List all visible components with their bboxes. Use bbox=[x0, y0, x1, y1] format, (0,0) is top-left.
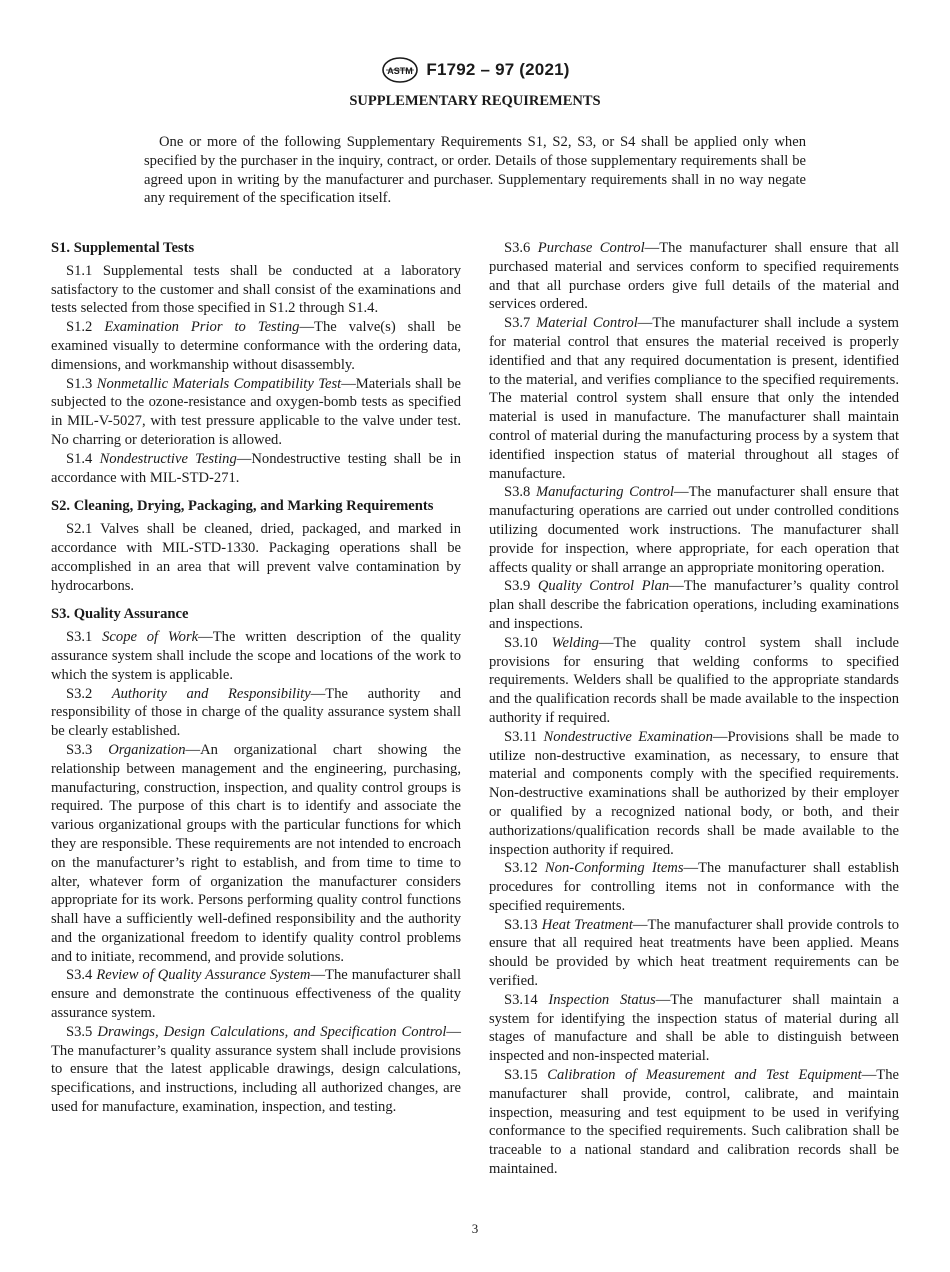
para-title: Material Control bbox=[530, 315, 638, 332]
astm-logo-icon bbox=[380, 56, 420, 84]
para-body: —The manufacturer shall establish procedures for controlling items not in conformance with the specified requirements. bbox=[489, 860, 899, 914]
section-heading-s1: S1. Supplemental Tests bbox=[51, 240, 195, 256]
para-title: Inspection Status bbox=[537, 991, 656, 1008]
para-s3-11 bbox=[489, 728, 899, 860]
para-s3-13 bbox=[489, 916, 899, 991]
para-body: —The manufacturer shall include a system for material control that ensures the material received is properly identified and that any required documentation is present, identified to the material, and verifies compliance to the specified requirements. The material control system shall ensure that only the intended material is used in manufacture. The manufacturer shall maintain control of material during the manufacturing process by a system that identified inspection status of material throughout all stages of manufacture. bbox=[489, 315, 899, 482]
para-title: Calibration of Measurement and Test Equipment bbox=[537, 1067, 862, 1084]
page-number: 3 bbox=[471, 1221, 479, 1236]
section-heading-s2: S2. Cleaning, Drying, Packaging, and Marking Requirements bbox=[51, 498, 434, 515]
designation: F1792 – 97 (2021) bbox=[426, 60, 570, 79]
para-s3-4 bbox=[51, 966, 461, 1022]
para-id: S1.3 bbox=[66, 375, 93, 392]
svg-text:ASTM: ASTM bbox=[387, 66, 414, 76]
para-id: S3.6 bbox=[504, 240, 531, 256]
para-title: Manufacturing Control bbox=[530, 484, 674, 501]
para-title: Welding bbox=[537, 634, 599, 651]
para-title: Quality Control Plan bbox=[530, 578, 670, 595]
para-body: —The quality control system shall include provisions for ensuring that welding conforms to specified requirements. Welders shall be qualified to the appropriate standards and the qualification records shall be made available to the inspection authority if required. bbox=[489, 634, 899, 726]
para-body: —The manufacturer shall maintain a system for identifying the inspection status of material during all stages of manufacture and shall be able to distinguish between inspected and non-inspected material. bbox=[489, 991, 899, 1065]
para-s3-2 bbox=[51, 685, 461, 741]
para-id: S3.11 bbox=[504, 728, 538, 745]
para-id: S3.9 bbox=[504, 578, 531, 595]
header-inner bbox=[380, 56, 569, 84]
para-s3-6 bbox=[489, 239, 899, 314]
para-s1-2 bbox=[51, 318, 461, 374]
para-title: Nondestructive Testing bbox=[92, 450, 237, 467]
para-title: Organization bbox=[92, 741, 186, 758]
para-body: —The manufacturer’s quality control plan shall describe the fabrication operations, including examinations and inspections. bbox=[489, 578, 899, 632]
para-body: —The valve(s) shall be examined visually to determine conformance with the ordering data, dimensions, and workmanship without disassembly. bbox=[51, 319, 461, 373]
para-s3-9 bbox=[489, 577, 899, 633]
para-id: S3.14 bbox=[504, 991, 538, 1008]
para-id: S2.1 bbox=[66, 521, 93, 538]
para-body: —Materials shall be subjected to the ozone-resistance and oxygen-bomb tests as specified in MIL-V-5027, with test pressure applicable to the valve under test. No charring or deterioration is allowed. bbox=[51, 375, 461, 448]
para-body: —The manufacturer shall provide controls to ensure that all required heat treatments have been applied. Means should be provided by which heat treatment requirements can be verified. bbox=[489, 916, 899, 990]
para-body: —Nondestructive testing shall be in accordance with MIL-STD-271. bbox=[51, 450, 461, 486]
para-body: Supplemental tests shall be conducted at a laboratory satisfactory to the customer and shall consist of the examinations and tests selected from those specified in S1.2 through S1.4. bbox=[51, 262, 461, 317]
para-body: —The manufacturer’s quality assurance system shall include provisions to ensure that the latest applicable drawings, design calculations, specifications, and instructions, including all authorized changes, are used for manufacture, examination, inspection, and testing. bbox=[51, 1023, 461, 1116]
para-id: S3.8 bbox=[504, 484, 531, 501]
para-s3-8 bbox=[489, 483, 899, 577]
para-id: S3.15 bbox=[504, 1067, 538, 1084]
para-body: Valves shall be cleaned, dried, packaged, and marked in accordance with MIL-STD-1330. Packaging operations shall be accomplished in an area that will prevent valve contamination by hydrocarbons. bbox=[51, 521, 461, 594]
para-title: Purchase Control bbox=[530, 240, 645, 256]
para-title: Heat Treatment bbox=[537, 916, 633, 933]
para-id: S3.3 bbox=[66, 741, 93, 758]
supplementary-title: SUPPLEMENTARY REQUIREMENTS bbox=[349, 93, 601, 109]
para-id: S3.13 bbox=[504, 916, 538, 933]
para-s3-3 bbox=[51, 741, 461, 967]
para-title: Examination Prior to Testing bbox=[92, 319, 300, 336]
para-body: —An organizational chart showing the relationship between management and the engineering, purchasing, manufacturing, construction, inspection, and quality control groups is required. The purpose of this chart is to identify and associate the various organizational groups with the particular functions for which they are responsible. These requirements are not intended to encroach on the manufacturer’s right to establish, and from time to time to alter, whatever form of organization the manufacturer considers appropriate for its work. Persons performing quality control functions shall have a sufficiently well-defined responsibility and the authority and the organizational freedom to identify quality control problems and to initiate, recommend, and provide solutions. bbox=[51, 741, 461, 965]
para-body: —The manufacturer shall provide, control, calibrate, and maintain inspection, measuring and test equipment to be used in verifying conformance to the specified requirements. Such calibration shall be traceable to a national standard and calibration records shall be maintained. bbox=[489, 1067, 899, 1178]
para-s3-15 bbox=[489, 1066, 899, 1179]
page-header bbox=[0, 56, 950, 89]
para-s2-1 bbox=[51, 520, 461, 595]
para-s3-14 bbox=[489, 991, 899, 1066]
para-title: Nondestructive Examination bbox=[537, 728, 713, 745]
para-s1-3 bbox=[51, 375, 461, 450]
para-body: —Provisions shall be made to utilize non-destructive examination, as necessary, to ensure that material and components comply with the specified requirements. Non-destructive examinations shall be authorized by their employer or qualified by a recognized national body, or both, and their authorizations/qualification records shall be made available to the inspection authority if required. bbox=[489, 728, 899, 858]
para-s3-10 bbox=[489, 634, 899, 728]
para-id: S1.2 bbox=[66, 319, 93, 336]
para-s3-1 bbox=[51, 628, 461, 684]
para-id: S1.4 bbox=[66, 450, 93, 467]
intro-paragraph: One or more of the following Supplementary Requirements S1, S2, S3, or S4 shall be applied only when specified by the purchaser in the inquiry, contract, or order. Details of those supplementary requirements shall be agreed upon in writing by the manufacturer and purchaser. Supplementary requirements shall in no way negate any requirement of the specification itself. bbox=[144, 134, 806, 207]
section-heading-s3: S3. Quality Assurance bbox=[51, 606, 189, 623]
para-title: Authority and Responsibility bbox=[92, 685, 311, 702]
para-id: S3.12 bbox=[504, 860, 538, 877]
para-id: S1.1 bbox=[66, 262, 93, 279]
para-body: —The manufacturer shall ensure that all purchased material and services conform to specified requirements and that all purchase orders give full details of the material and services ordered. bbox=[489, 240, 899, 313]
left-column bbox=[51, 239, 461, 1117]
para-id: S3.7 bbox=[504, 315, 531, 332]
para-body: —The authority and responsibility of those in charge of the quality assurance system shall be clearly established. bbox=[51, 685, 462, 740]
para-s1-4 bbox=[51, 450, 461, 488]
para-title: Nonmetallic Materials Compatibility Test bbox=[92, 375, 342, 392]
para-id: S3.4 bbox=[66, 967, 93, 984]
para-s1-1 bbox=[51, 262, 461, 318]
para-title: Non-Conforming Items bbox=[537, 860, 684, 877]
para-s3-5 bbox=[51, 1023, 461, 1117]
para-id: S3.5 bbox=[66, 1023, 93, 1040]
para-title: Review of Quality Assurance System bbox=[92, 967, 311, 984]
para-body: —The manufacturer shall ensure and demonstrate the continuous effectiveness of the quality assurance system. bbox=[51, 967, 461, 1022]
right-column bbox=[489, 239, 899, 1179]
para-body: —The manufacturer shall ensure that manufacturing operations are carried out under controlled conditions utilizing documented work instructions. The manufacturer shall provide for inspection, where appropriate, for each operation that affects quality or shall arrange an appropriate monitoring operation. bbox=[489, 484, 899, 576]
para-s3-7 bbox=[489, 314, 899, 483]
para-title: Scope of Work bbox=[92, 629, 199, 646]
para-title: Drawings, Design Calculations, and Specification Control bbox=[92, 1023, 447, 1040]
para-id: S3.10 bbox=[504, 634, 538, 651]
para-body: —The written description of the quality assurance system shall include the scope and locations of the work to which the system is applicable. bbox=[51, 629, 461, 683]
para-id: S3.1 bbox=[66, 629, 93, 646]
para-id: S3.2 bbox=[66, 685, 93, 702]
para-s3-12 bbox=[489, 859, 899, 915]
